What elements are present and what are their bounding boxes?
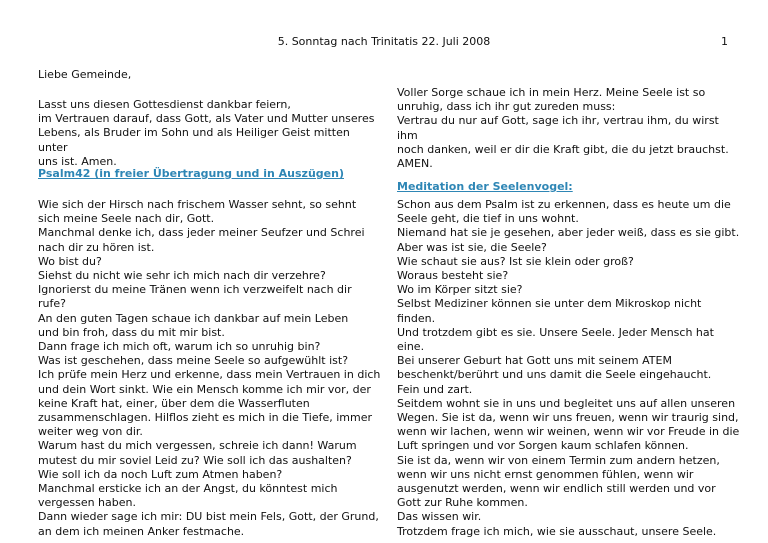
meditation-line: ausgenutzt werden, wenn wir endlich still werden und vor	[397, 482, 716, 496]
meditation-line: Bei unserer Geburt hat Gott uns mit seinem ATEM	[397, 354, 672, 368]
intro-line: im Vertrauen darauf, dass Gott, als Vater und Mutter unseres	[38, 112, 375, 126]
meditation-line: wenn wir lachen, wenn wir weinen, wenn wir vor Freude in die	[397, 425, 740, 439]
psalm-text	[38, 198, 382, 539]
right-intro-line: Voller Sorge schaue ich in mein Herz. Meine Seele ist so	[397, 86, 706, 99]
page-number: 1	[721, 35, 728, 48]
psalm-line: und dein Wort sinkt. Wie ein Mensch komme ich mir vor, der	[38, 382, 371, 396]
meditation-line: Wegen. Sie ist da, wenn wir uns freuen, wenn wir traurig sind,	[397, 411, 739, 425]
psalm-line: Manchmal denke ich, dass jeder meiner Seufzer und Schrei	[38, 226, 365, 240]
psalm-line: nach dir zu hören ist.	[38, 240, 155, 254]
greeting-line: Liebe Gemeinde,	[38, 68, 132, 81]
psalm-heading: Psalm42 (in freier Übertragung und in Auszügen)	[38, 167, 344, 180]
meditation-heading: Meditation der Seelenvogel:	[397, 180, 573, 193]
meditation-line: Aber was ist sie, die Seele?	[397, 240, 547, 254]
psalm-line: Manchmal ersticke ich an der Angst, du könntest mich	[38, 482, 338, 496]
psalm-line: Dann frage ich mich oft, warum ich so unruhig bin?	[38, 340, 321, 354]
psalm-line: Ich prüfe mein Herz und erkenne, dass mein Vertrauen in dich	[38, 368, 381, 382]
meditation-line: eine.	[397, 340, 425, 354]
meditation-line: Schon aus dem Psalm ist zu erkennen, dass es heute um die	[397, 198, 731, 211]
meditation-line: Wie schaut sie aus? Ist sie klein oder groß?	[397, 254, 634, 268]
meditation-line: Wo im Körper sitzt sie?	[397, 283, 523, 297]
right-intro-line: AMEN.	[397, 157, 433, 171]
psalm-line: weiter weg von dir.	[38, 425, 143, 439]
meditation-line: Das wissen wir.	[397, 510, 482, 524]
meditation-line: Sie ist da, wenn wir von einem Termin zum andern hetzen,	[397, 453, 720, 467]
greeting	[38, 68, 382, 82]
meditation-text	[397, 198, 741, 539]
psalm-line: und bin froh, dass du mit mir bist.	[38, 325, 225, 339]
meditation-line: Trotzdem frage ich mich, wie sie ausschaut, unsere Seele.	[397, 524, 717, 538]
psalm-line: an dem ich meinen Anker festmache.	[38, 524, 245, 538]
right-intro-line: noch danken, weil er dir die Kraft gibt, die du jetzt brauchst.	[397, 142, 729, 156]
psalm-line: Siehst du nicht wie sehr ich mich nach dir verzehre?	[38, 269, 326, 283]
psalm-line: sich meine Seele nach dir, Gott.	[38, 212, 215, 226]
meditation-line: Fein und zart.	[397, 382, 473, 396]
right-intro-paragraph	[397, 86, 741, 171]
meditation-line: Seele geht, die tief in uns wohnt.	[397, 212, 579, 226]
psalm-line: Warum hast du mich vergessen, schreie ich dann! Warum	[38, 439, 357, 453]
psalm-line: zusammenschlagen. Hilflos zieht es mich in die Tiefe, immer	[38, 411, 373, 425]
meditation-line: Gott zur Ruhe kommen.	[397, 496, 528, 510]
meditation-line: Seitdem wohnt sie in uns und begleitet uns auf allen unseren	[397, 396, 736, 410]
meditation-line: wenn wir uns nicht ernst genommen fühlen, wenn wir	[397, 467, 694, 481]
psalm-line: Ignorierst du meine Tränen wenn ich verzweifelt nach dir rufe?	[38, 283, 352, 311]
psalm-heading-block	[38, 167, 382, 181]
psalm-line: Wie soll ich da noch Luft zum Atmen haben?	[38, 467, 283, 481]
intro-line: Lebens, als Bruder im Sohn und als Heiliger Geist mitten unter	[38, 126, 350, 154]
meditation-line: Luft springen und vor Sorgen kaum schlafen können.	[397, 439, 689, 453]
intro-line: Lasst uns diesen Gottesdienst dankbar feiern,	[38, 98, 291, 111]
meditation-line: Und trotzdem gibt es sie. Unsere Seele. Jeder Mensch hat	[397, 325, 714, 339]
psalm-line: keine Kraft hat, einer, über dem die Wasserfluten	[38, 396, 310, 410]
right-intro-line: Vertrau du nur auf Gott, sage ich ihr, vertrau ihm, du wirst ihm	[397, 114, 719, 142]
psalm-line: Was ist geschehen, dass meine Seele so aufgewühlt ist?	[38, 354, 349, 368]
psalm-line: vergessen haben.	[38, 496, 136, 510]
intro-line: uns ist. Amen.	[38, 154, 117, 168]
page-header: 5. Sonntag nach Trinitatis 22. Juli 2008	[277, 35, 491, 48]
psalm-line: mutest du mir soviel Leid zu? Wie soll ich das aushalten?	[38, 453, 352, 467]
psalm-line: Wie sich der Hirsch nach frischem Wasser sehnt, so sehnt	[38, 198, 357, 211]
meditation-line: Niemand hat sie je gesehen, aber jeder weiß, dass es sie gibt.	[397, 226, 740, 240]
meditation-heading-block	[397, 180, 741, 194]
intro-paragraph	[38, 98, 382, 169]
meditation-line: Selbst Mediziner können sie unter dem Mikroskop nicht finden.	[397, 297, 702, 325]
psalm-line: An den guten Tagen schaue ich dankbar auf mein Leben	[38, 311, 349, 325]
psalm-line: Wo bist du?	[38, 254, 102, 268]
right-intro-line: unruhig, dass ich ihr gut zureden muss:	[397, 100, 616, 114]
psalm-line: Dann wieder sage ich mir: DU bist mein Fels, Gott, der Grund,	[38, 510, 379, 524]
meditation-line: beschenkt/berührt und uns damit die Seele eingehaucht.	[397, 368, 712, 382]
meditation-line: Woraus besteht sie?	[397, 269, 509, 283]
